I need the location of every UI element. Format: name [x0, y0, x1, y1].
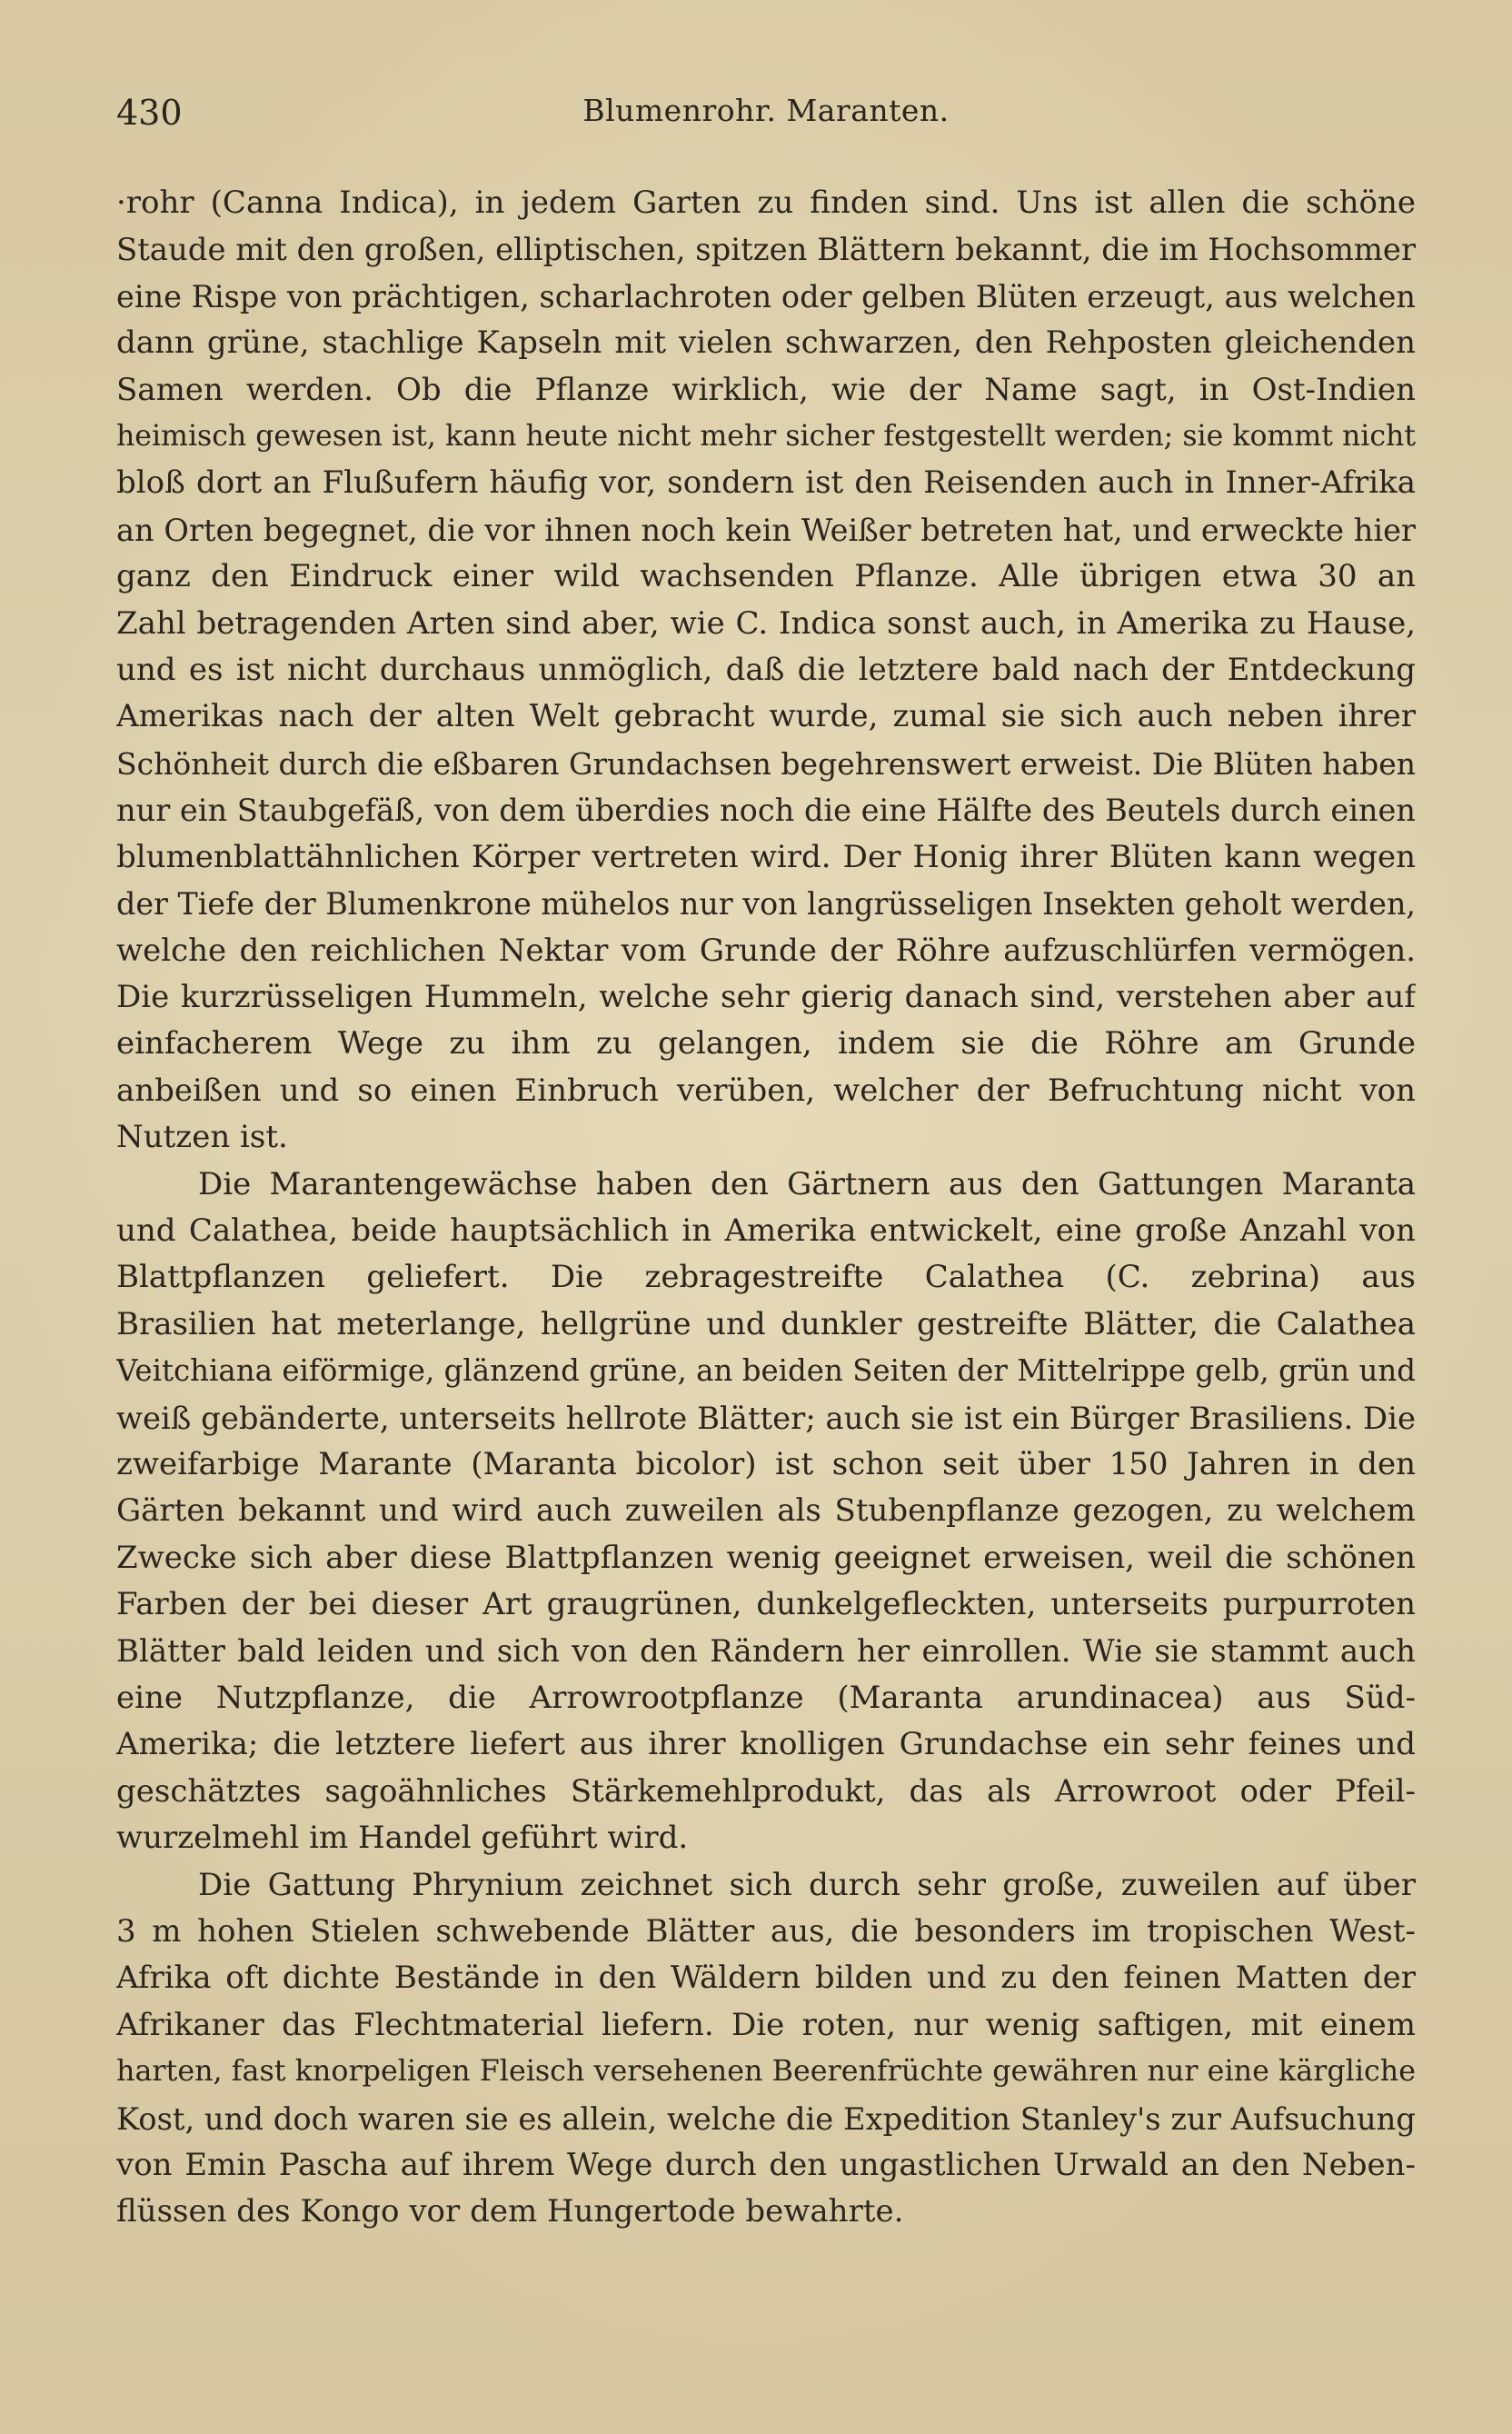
text-line: Brasilien hat meterlange, hellgrüne und dunkler gestreifte Blätter, die Calathea — [116, 1305, 1416, 1342]
text-line: flüssen des Kongo vor dem Hungertode bewahrte. — [116, 2193, 904, 2230]
text-line: Die kurzrüsseligen Hummeln, welche sehr gierig danach sind, verstehen aber auf — [116, 978, 1416, 1015]
text-line: Zahl betragenden Arten sind aber, wie C. Indica sonst auch, in Amerika zu Hause, — [116, 604, 1416, 642]
paragraph-phrynium — [116, 1862, 1416, 2236]
text-line: Farben der bei dieser Art graugrünen, dunkelgefleckten, unterseits purpurroten — [116, 1586, 1416, 1623]
text-line: dann grüne, stachlige Kapseln mit vielen schwarzen, den Rehposten gleichenden — [116, 324, 1416, 362]
text-line: 3 m hohen Stielen schwebende Blätter aus, die besonders im tropischen West- — [116, 1913, 1416, 1950]
text-line: Afrikaner das Flechtmaterial liefern. Die roten, nur wenig saftigen, mit einem — [116, 2006, 1416, 2043]
text-line: Kost, und doch waren sie es allein, welche die Expedition Stanley's zur Aufsuchung — [116, 2100, 1416, 2137]
text-line: Nutzen ist. — [116, 1119, 288, 1156]
text-line: zweifarbige Marante (Maranta bicolor) ist schon seit über 150 Jahren in den — [116, 1445, 1416, 1482]
text-line: und Calathea, beide hauptsächlich in Amerika entwickelt, eine große Anzahl von — [116, 1212, 1416, 1249]
text-line: geschätztes sagoähnliches Stärkemehlprodukt, das als Arrowroot oder Pfeil- — [116, 1772, 1416, 1810]
paragraph-canna — [116, 180, 1416, 1162]
text-line: der Tiefe der Blumenkrone mühelos nur von langrüsseligen Insekten geholt werden, — [116, 886, 1416, 923]
text-line: Amerikas nach der alten Welt gebracht wurde, zumal sie sich auch neben ihrer — [116, 698, 1416, 735]
text-line: blumenblattähnlichen Körper vertreten wird. Der Honig ihrer Blüten kann wegen — [116, 838, 1416, 875]
text-line: Afrika oft dichte Bestände in den Wäldern bilden und zu den feinen Matten der — [116, 1960, 1416, 1997]
text-line: Staude mit den großen, elliptischen, spitzen Blättern bekannt, die im Hochsommer — [116, 232, 1416, 268]
text-line: an Orten begegnet, die vor ihnen noch kein Weißer betreten hat, und erweckte hier — [116, 512, 1416, 548]
text-line: nur ein Staubgefäß, von dem überdies noch die eine Hälfte des Beutels durch einen — [116, 793, 1416, 829]
text-line: anbeißen und so einen Einbruch verüben, welcher der Befruchtung nicht von — [116, 1072, 1416, 1109]
text-line: Die Gattung Phrynium zeichnet sich durch sehr große, zuweilen auf über — [198, 1866, 1416, 1903]
text-line: weiß gebänderte, unterseits hellrote Blätter; auch sie ist ein Bürger Brasiliens. Die — [116, 1400, 1416, 1436]
text-line: heimisch gewesen ist, kann heute nicht mehr sicher festgestellt werden; sie kommt nicht — [116, 420, 1416, 454]
text-line: eine Nutzpflanze, die Arrowrootpflanze (Maranta arundinacea) aus Süd- — [116, 1680, 1416, 1716]
text-line: wurzelmehl im Handel geführt wird. — [116, 1820, 689, 1857]
text-line: harten, fast knorpeligen Fleisch versehenen Beerenfrüchte gewähren nur eine kärgliche — [116, 2055, 1416, 2089]
running-title: Blumenrohr. Maranten. — [582, 93, 950, 128]
text-line: Zwecke sich aber diese Blattpflanzen wenig geeignet erweisen, weil die schönen — [116, 1539, 1416, 1576]
text-line: Blätter bald leiden und sich von den Rändern her einrollen. Wie sie stammt auch — [116, 1632, 1416, 1670]
text-line: Schönheit durch die eßbaren Grundachsen begehrenswert erweist. Die Blüten haben — [116, 745, 1416, 782]
text-line: Amerika; die letztere liefert aus ihrer knolligen Grundachse ein sehr feines und — [116, 1726, 1416, 1763]
text-line: Gärten bekannt und wird auch zuweilen als Stubenpflanze gezogen, zu welchem — [116, 1492, 1416, 1530]
page-number: 430 — [116, 93, 183, 133]
page-header — [116, 93, 1416, 138]
paragraph-maranten — [116, 1162, 1416, 1862]
text-line: eine Rispe von prächtigen, scharlachroten oder gelben Blüten erzeugt, aus welchen — [116, 278, 1416, 314]
text-line: Samen werden. Ob die Pflanze wirklich, wie der Name sagt, in Ost-Indien — [116, 371, 1416, 408]
text-line: und es ist nicht durchaus unmöglich, daß die letztere bald nach der Entdeckung — [116, 652, 1416, 689]
body-text — [116, 180, 1416, 2236]
text-line: Die Marantengewächse haben den Gärtnern aus den Gattungen Maranta — [198, 1165, 1416, 1202]
text-line: ·rohr (Canna Indica), in jedem Garten zu finden sind. Uns ist allen die schöne — [116, 185, 1416, 221]
text-line: Blattpflanzen geliefert. Die zebragestreifte Calathea (C. zebrina) aus — [116, 1259, 1416, 1296]
text-line: Veitchiana eiförmige, glänzend grüne, an beiden Seiten der Mittelrippe gelb, grün und — [116, 1353, 1416, 1389]
text-line: welche den reichlichen Nektar vom Grunde der Röhre aufzuschlürfen vermögen. — [116, 932, 1416, 969]
text-line: ganz den Eindruck einer wild wachsenden Pflanze. Alle übrigen etwa 30 an — [116, 558, 1416, 595]
text-line: einfacherem Wege zu ihm zu gelangen, indem sie die Röhre am Grunde — [116, 1025, 1416, 1062]
text-line: bloß dort an Flußufern häufig vor, sondern ist den Reisenden auch in Inner-Afrika — [116, 464, 1416, 502]
text-line: von Emin Pascha auf ihrem Wege durch den ungastlichen Urwald an den Neben- — [116, 2147, 1416, 2184]
